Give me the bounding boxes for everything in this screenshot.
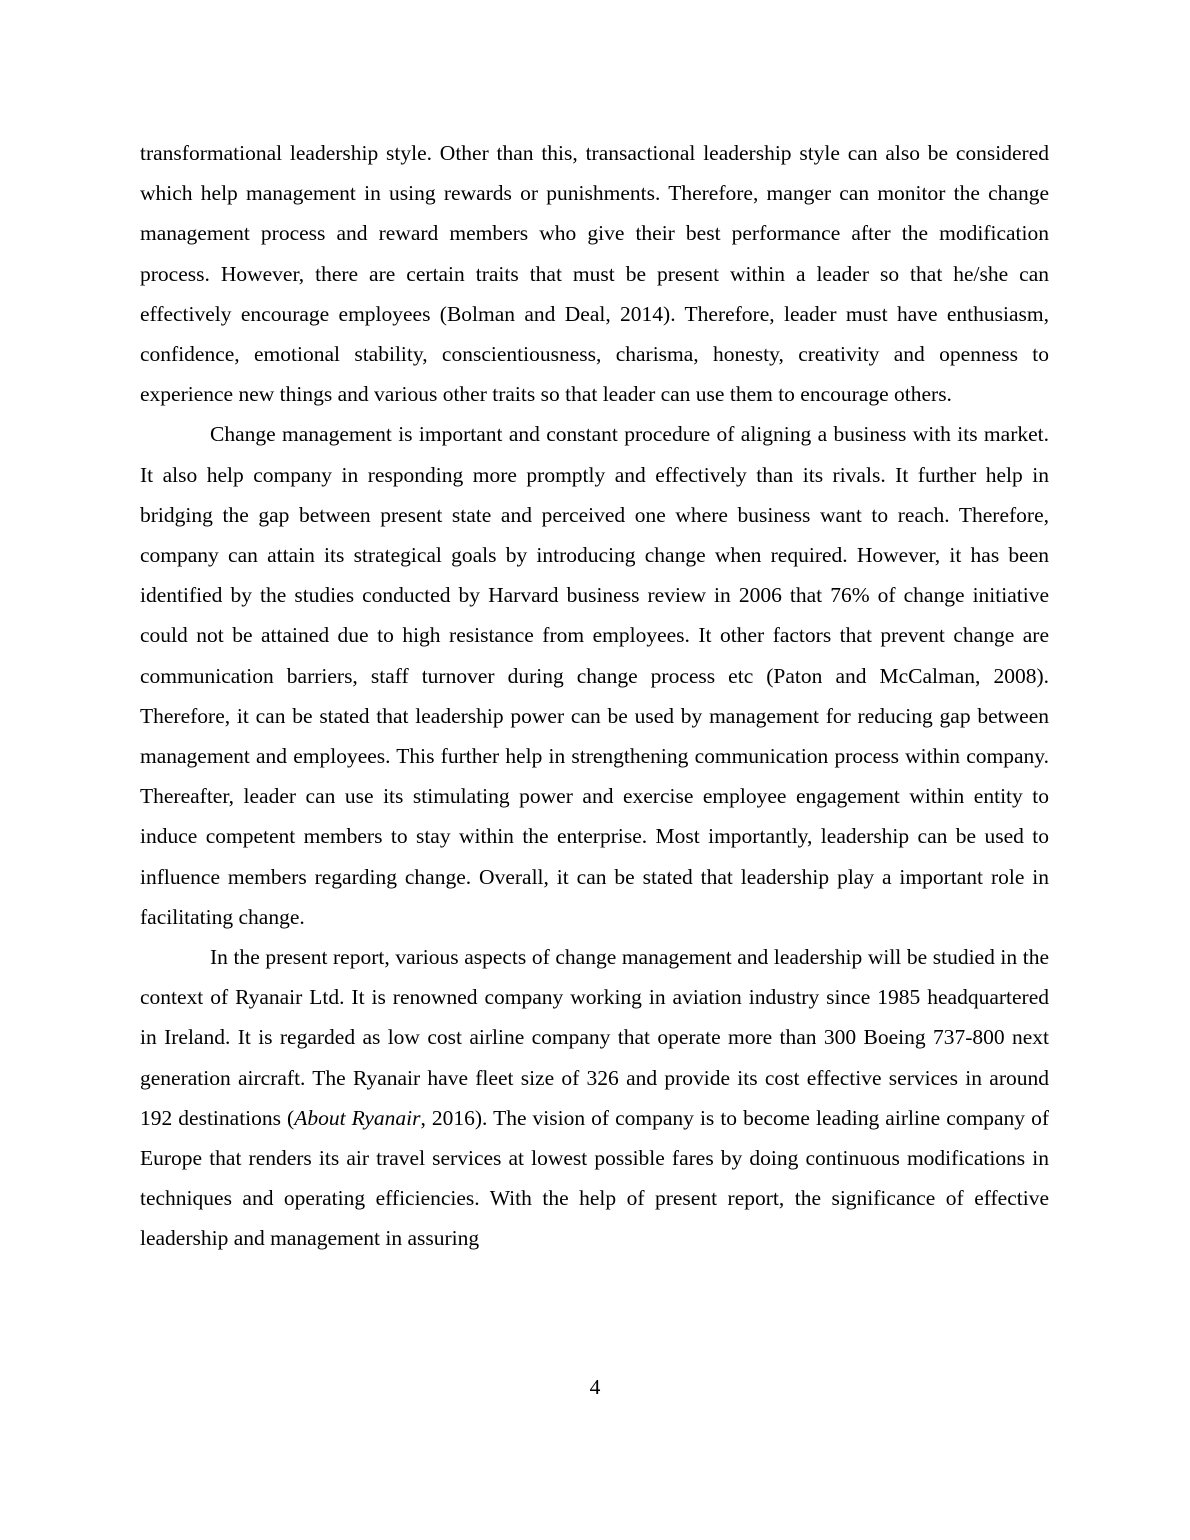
- paragraph-ryanair-intro: [140, 937, 1049, 1259]
- page-number: 4: [589, 1375, 601, 1399]
- body-text: [140, 133, 1049, 1259]
- citation-about-ryanair: About Ryanair: [294, 1105, 421, 1130]
- paragraph-change-management: Change management is important and constant procedure of aligning a business with its market. It also help company in responding more promptly and effectively than its rivals. It further help in bridging the gap between present state and perceived one where business want to reach. Therefore, company can attain its strategical goals by introducing change when required. However, it has been identified by the studies conducted by Harvard business review in 2006 that 76% of change initiative could not be attained due to high resistance from employees. It other factors that prevent change are communication barriers, staff turnover during change process etc (Paton and McCalman, 2008). Therefore, it can be stated that leadership power can be used by management for reducing gap between management and employees. This further help in strengthening communication process within company. Thereafter, leader can use its stimulating power and exercise employee engagement within entity to induce competent members to stay within the enterprise. Most importantly, leadership can be used to influence members regarding change. Overall, it can be stated that leadership play a important role in facilitating change.: [140, 422, 1049, 929]
- paragraph-leadership-traits: transformational leadership style. Other than this, transactional leadership style can also be considered which help management in using rewards or punishments. Therefore, manger can monitor the change management process and reward members who give their best performance after the modification process. However, there are certain traits that must be present within a leader so that he/she can effectively encourage employees (Bolman and Deal, 2014). Therefore, leader must have enthusiasm, confidence, emotional stability, conscientiousness, charisma, honesty, creativity and openness to experience new things and various other traits so that leader can use them to encourage others.: [140, 141, 1049, 407]
- ryanair-text-after-citation: , 2016). The vision of company is to become leading airline company of Europe that renders its air travel services at lowest possible fares by doing continuous modifications in techniques and operating efficiencies. With the help of present report, the significance of effective leadership and management in assuring: [140, 1105, 1050, 1251]
- ryanair-text-before-citation: In the present report, various aspects of change management and leadership will be studied in the context of Ryanair Ltd. It is renowned company working in aviation industry since 1985 headquartered in Ireland. It is regarded as low cost airline company that operate more than 300 Boeing 737-800 next generation aircraft. The Ryanair have fleet size of 326 and provide its cost effective services in around 192 destinations (: [140, 945, 1049, 1130]
